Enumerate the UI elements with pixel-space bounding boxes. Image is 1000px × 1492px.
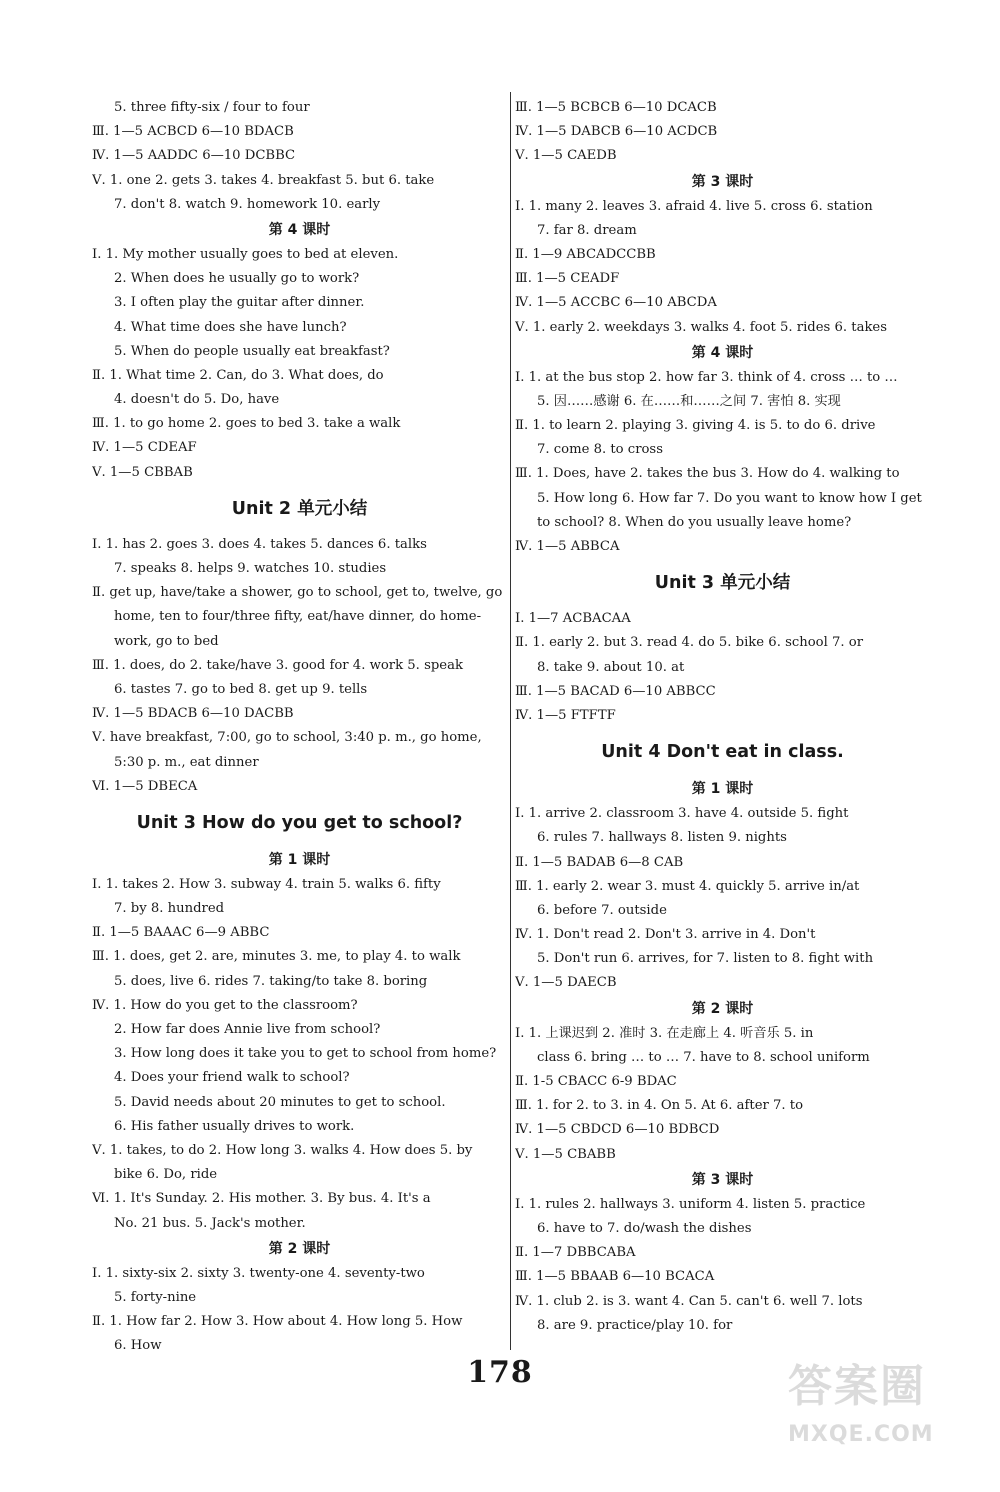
column-divider xyxy=(510,92,511,1350)
answer-line: Ⅲ. 1—5 CEADF xyxy=(515,271,620,287)
answer-line: Ⅲ. 1—5 BBAAB 6—10 BCACA xyxy=(515,1269,715,1285)
answer-line: Ⅰ. 1—7 ACBACAA xyxy=(515,611,631,627)
right-column xyxy=(515,96,930,1338)
answer-line: Ⅱ. 1. How far 2. How 3. How about 4. How long 5. How xyxy=(92,1314,463,1330)
answer-line: 6. have to 7. do/wash the dishes xyxy=(537,1220,752,1236)
lesson-heading: 第 3 课时 xyxy=(691,1171,754,1188)
answer-line: 5. When do people usually eat breakfast? xyxy=(114,343,390,359)
answer-line: Ⅰ. 1. rules 2. hallways 3. uniform 4. listen 5. practice xyxy=(515,1196,866,1212)
answer-line: 5. does, live 6. rides 7. taking/to take 8. boring xyxy=(114,973,428,989)
answer-line: work, go to bed xyxy=(114,633,219,649)
page-number: 178 xyxy=(467,1355,533,1390)
answer-line: 7. speaks 8. helps 9. watches 10. studies xyxy=(114,561,387,576)
answer-line: Ⅵ. 1—5 DBECA xyxy=(92,778,198,794)
answer-line: Ⅴ. 1—5 CAEDB xyxy=(515,148,617,164)
answer-line: Ⅲ. 1. for 2. to 3. in 4. On 5. At 6. after 7. to xyxy=(515,1098,804,1114)
watermark-bottom: MXQE.COM xyxy=(788,1422,934,1447)
answer-line: Ⅰ. 1. arrive 2. classroom 3. have 4. outside 5. fight xyxy=(515,806,849,822)
answer-line: 4. doesn't do 5. Do, have xyxy=(114,392,280,408)
answer-line: 7. by 8. hundred xyxy=(114,901,225,917)
answer-line: Ⅴ. 1. one 2. gets 3. takes 4. breakfast 5. but 6. take xyxy=(92,172,435,188)
answer-line: Ⅱ. get up, have/take a shower, go to school, get to, twelve, go xyxy=(92,585,503,601)
answer-line: 8. are 9. practice/play 10. for xyxy=(537,1317,733,1333)
unit-heading: Unit 2 单元小结 xyxy=(231,498,368,519)
answer-line: Ⅰ. 1. sixty-six 2. sixty 3. twenty-one 4. seventy-two xyxy=(92,1265,425,1281)
lesson-heading: 第 1 课时 xyxy=(268,851,331,868)
answer-line: 3. I often play the guitar after dinner. xyxy=(114,295,365,311)
watermark-logo xyxy=(788,1350,978,1480)
answer-line: 7. don't 8. watch 9. homework 10. early xyxy=(114,196,381,212)
answer-line: 7. far 8. dream xyxy=(537,222,637,238)
answer-line: Ⅲ. 1. Does, have 2. takes the bus 3. How do 4. walking to xyxy=(515,466,900,482)
unit-heading: Unit 3 How do you get to school? xyxy=(136,812,463,833)
answer-line: 5. Don't run 6. arrives, for 7. listen to 8. fight with xyxy=(537,951,874,967)
answer-line: Ⅰ. 1. at the bus stop 2. how far 3. think of 4. cross … to … xyxy=(515,369,898,385)
answer-line: 6. How xyxy=(114,1338,162,1354)
answer-line: Ⅱ. 1. What time 2. Can, do 3. What does, do xyxy=(92,367,384,383)
answer-line: Ⅰ. 1. My mother usually goes to bed at eleven. xyxy=(92,246,399,262)
answer-line: 2. When does he usually go to work? xyxy=(114,271,360,287)
answer-line: Ⅳ. 1—5 ABBCA xyxy=(515,539,620,554)
answer-line: Ⅵ. 1. It's Sunday. 2. His mother. 3. By bus. 4. It's a xyxy=(92,1191,431,1207)
answer-line: Ⅳ. 1—5 ACCBC 6—10 ABCDA xyxy=(515,295,717,311)
answer-line: Ⅲ. 1. to go home 2. goes to bed 3. take a walk xyxy=(92,416,401,432)
answer-line: Ⅱ. 1—5 BADAB 6—8 CAB xyxy=(515,854,684,870)
answer-line: 5. forty-nine xyxy=(114,1289,197,1305)
answer-line: Ⅲ. 1—5 ACBCD 6—10 BDACB xyxy=(92,124,294,140)
answer-line: 7. come 8. to cross xyxy=(537,442,663,458)
answer-line: Ⅰ. 1. 上课迟到 2. 准时 3. 在走廊上 4. 听音乐 5. in xyxy=(515,1025,814,1041)
lesson-heading: 第 2 课时 xyxy=(691,1000,754,1017)
lesson-heading: 第 4 课时 xyxy=(268,221,331,238)
answer-line: 4. Does your friend walk to school? xyxy=(114,1070,350,1086)
answer-line: 5:30 p. m., eat dinner xyxy=(114,754,259,770)
left-column xyxy=(92,96,507,1358)
answer-line: class 6. bring … to … 7. have to 8. school uniform xyxy=(537,1049,870,1065)
answer-line: Ⅰ. 1. takes 2. How 3. subway 4. train 5. walks 6. fifty xyxy=(92,876,441,892)
answer-line: Ⅴ. 1—5 CBABB xyxy=(515,1146,616,1162)
answer-line: Ⅱ. 1—9 ABCADCCBB xyxy=(515,246,656,262)
answer-line: 6. tastes 7. go to bed 8. get up 9. tells xyxy=(114,681,368,697)
answer-line: 6. before 7. outside xyxy=(537,902,667,918)
answer-line: 5. David needs about 20 minutes to get to school. xyxy=(114,1094,446,1110)
answer-line: Ⅲ. 1. does, get 2. are, minutes 3. me, to play 4. to walk xyxy=(92,949,461,965)
answer-line: Ⅴ. 1. takes, to do 2. How long 3. walks 4. How does 5. by xyxy=(92,1142,473,1158)
answer-line: 5. three fifty-six / four to four xyxy=(114,100,310,115)
answer-line: bike 6. Do, ride xyxy=(114,1167,218,1183)
answer-line: Ⅰ. 1. has 2. goes 3. does 4. takes 5. dances 6. talks xyxy=(92,536,427,552)
answer-line: Ⅰ. 1. many 2. leaves 3. afraid 4. live 5. cross 6. station xyxy=(515,198,873,214)
lesson-heading: 第 2 课时 xyxy=(268,1240,331,1257)
answer-line: Ⅴ. 1. early 2. weekdays 3. walks 4. foot 5. rides 6. takes xyxy=(515,319,888,335)
answer-line: 8. take 9. about 10. at xyxy=(537,659,685,675)
answer-line: 5. How long 6. How far 7. Do you want to know how I get xyxy=(537,490,922,506)
answer-line: Ⅳ. 1—5 BDACB 6—10 DACBB xyxy=(92,706,294,722)
answer-line: Ⅴ. have breakfast, 7:00, go to school, 3:40 p. m., go home, xyxy=(92,730,482,746)
answer-line: Ⅳ. 1—5 CBDCD 6—10 BDBCD xyxy=(515,1122,720,1138)
answer-line: Ⅱ. 1—5 BAAAC 6—9 ABBC xyxy=(92,925,270,941)
answer-line: Ⅱ. 1. early 2. but 3. read 4. do 5. bike 6. school 7. or xyxy=(515,635,864,651)
answer-line: Ⅱ. 1—7 DBBCABA xyxy=(515,1245,636,1261)
answer-line: Ⅳ. 1. How do you get to the classroom? xyxy=(92,997,358,1013)
answer-line: Ⅱ. 1. to learn 2. playing 3. giving 4. is 5. to do 6. drive xyxy=(515,418,876,434)
answer-line: Ⅳ. 1—5 AADDC 6—10 DCBBC xyxy=(92,148,296,164)
lesson-heading: 第 3 课时 xyxy=(691,173,754,190)
answer-line: Ⅲ. 1. does, do 2. take/have 3. good for 4. work 5. speak xyxy=(92,657,463,673)
answer-line: Ⅲ. 1. early 2. wear 3. must 4. quickly 5. arrive in/at xyxy=(515,878,860,894)
answer-line: Ⅳ. 1—5 FTFTF xyxy=(515,707,616,723)
watermark-top: 答案圈 xyxy=(788,1361,926,1412)
lesson-heading: 第 1 课时 xyxy=(691,781,754,798)
answer-line: to school? 8. When do you usually leave home? xyxy=(537,514,852,530)
answer-line: 3. How long does it take you to get to school from home? xyxy=(114,1046,497,1062)
answer-line: Ⅲ. 1—5 BCBCB 6—10 DCACB xyxy=(515,100,717,115)
answer-line: 4. What time does she have lunch? xyxy=(114,319,347,335)
lesson-heading: 第 4 课时 xyxy=(691,344,754,361)
unit-heading: Unit 3 单元小结 xyxy=(654,573,791,594)
answer-line: Ⅳ. 1. club 2. is 3. want 4. Can 5. can't 6. well 7. lots xyxy=(515,1293,863,1309)
unit-heading: Unit 4 Don't eat in class. xyxy=(601,742,844,763)
answer-line: Ⅳ. 1. Don't read 2. Don't 3. arrive in 4. Don't xyxy=(515,927,816,943)
answer-line: Ⅳ. 1—5 DABCB 6—10 ACDCB xyxy=(515,124,718,140)
answer-line: Ⅴ. 1—5 DAECB xyxy=(515,975,617,991)
answer-line: 6. rules 7. hallways 8. listen 9. nights xyxy=(537,830,787,846)
answer-line: 5. 因……感谢 6. 在……和……之间 7. 害怕 8. 实现 xyxy=(537,393,841,409)
answer-line: Ⅲ. 1—5 BACAD 6—10 ABBCC xyxy=(515,683,716,699)
answer-line: No. 21 bus. 5. Jack's mother. xyxy=(114,1215,306,1231)
answer-line: 2. How far does Annie live from school? xyxy=(114,1022,381,1037)
answer-line: Ⅴ. 1—5 CBBAB xyxy=(92,464,193,480)
answer-line: home, ten to four/three fifty, eat/have dinner, do home- xyxy=(114,609,482,625)
answer-line: 6. His father usually drives to work. xyxy=(114,1118,355,1134)
answer-line: Ⅱ. 1-5 CBACC 6-9 BDAC xyxy=(515,1074,677,1089)
answer-line: Ⅳ. 1—5 CDEAF xyxy=(92,440,197,456)
